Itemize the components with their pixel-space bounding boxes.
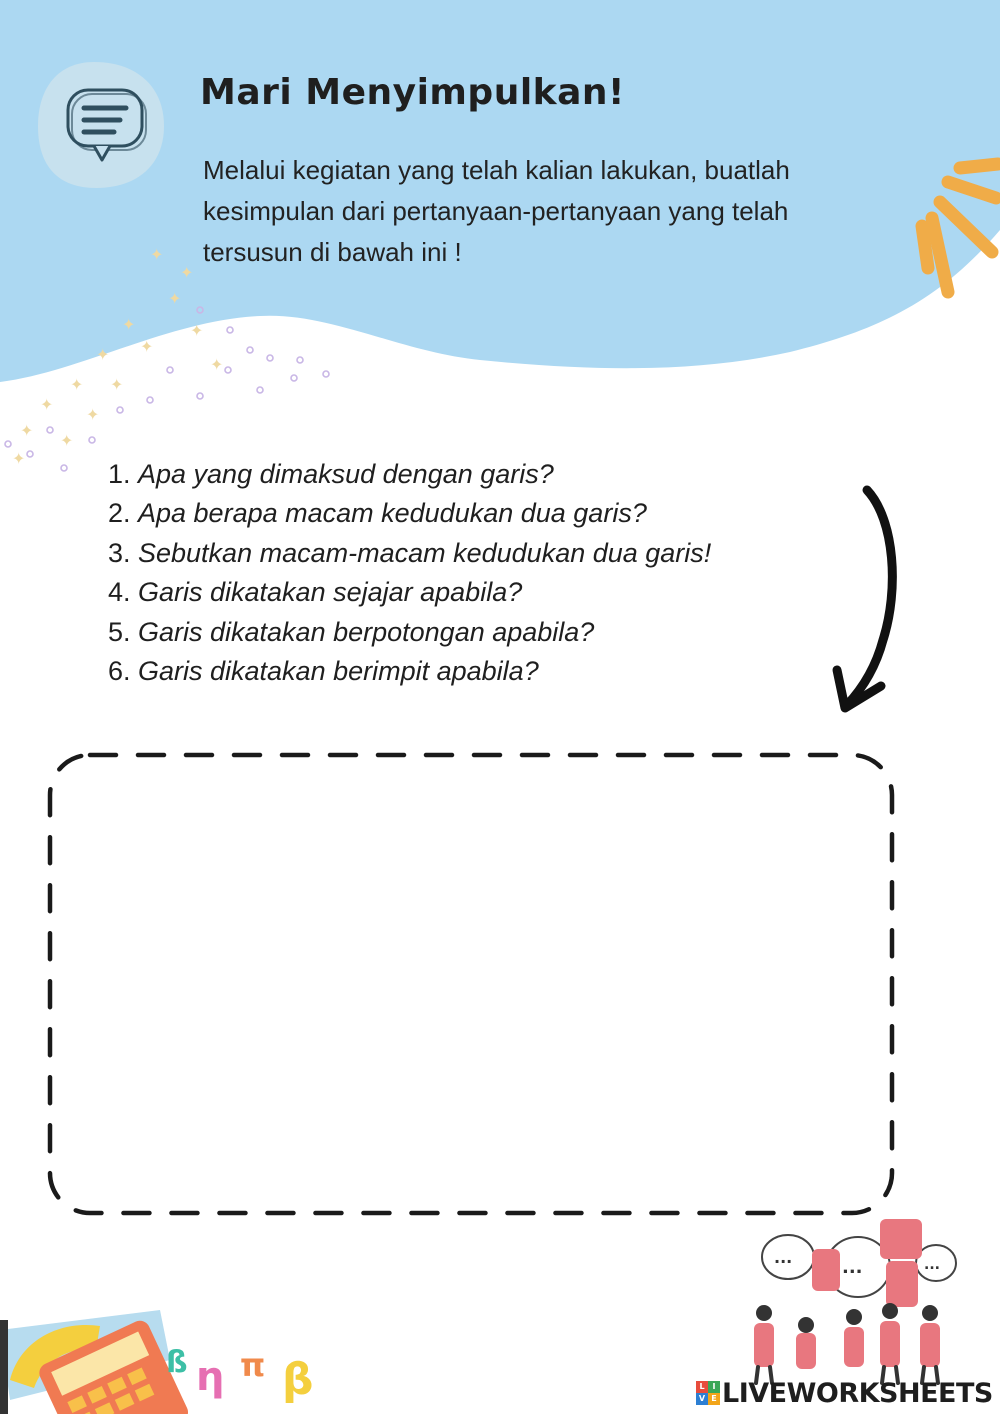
svg-text:✦: ✦: [70, 375, 84, 394]
logo-letter: L: [696, 1381, 708, 1393]
svg-text:✦: ✦: [110, 375, 124, 394]
sparkle-dots-decoration: [0, 240, 340, 480]
question-text: Garis dikatakan berpotongan apabila?: [138, 616, 595, 647]
chat-bubble-icon: [36, 60, 166, 190]
question-item: [108, 455, 848, 494]
question-item: [108, 494, 848, 533]
speech-dots: ...: [924, 1257, 940, 1273]
intro-line: tersusun di bawah ini !: [203, 237, 462, 267]
svg-text:✦: ✦: [40, 395, 54, 414]
question-number: 5.: [108, 616, 131, 647]
svg-text:✦: ✦: [210, 355, 224, 374]
question-number: 3.: [108, 537, 131, 568]
eta-glyph: η: [196, 1354, 225, 1400]
liveworksheets-branding: [696, 1378, 993, 1408]
liveworksheets-text: LIVEWORKSHEETS: [722, 1377, 993, 1409]
question-item: [108, 534, 848, 573]
intro-line: kesimpulan dari pertanyaan-pertanyaan yang telah: [203, 196, 789, 226]
logo-letter: V: [696, 1393, 708, 1405]
svg-text:✦: ✦: [96, 345, 110, 364]
logo-letter: I: [708, 1381, 720, 1393]
question-list: [108, 455, 848, 691]
question-number: 6.: [108, 655, 131, 686]
question-item: [108, 613, 848, 652]
question-number: 1.: [108, 459, 131, 489]
logo-letter: E: [708, 1393, 720, 1405]
speech-dots: ...: [842, 1257, 863, 1278]
svg-text:✦: ✦: [190, 321, 204, 340]
question-item: [108, 652, 848, 691]
answer-box[interactable]: [40, 745, 910, 1225]
question-item: [108, 573, 848, 612]
svg-text:✦: ✦: [122, 315, 136, 334]
page-title: Mari Menyimpulkan!: [200, 72, 625, 113]
question-text: Apa berapa macam kedudukan dua garis?: [138, 498, 647, 529]
math-tools-illustration: [0, 1300, 340, 1414]
svg-text:✦: ✦: [180, 263, 194, 282]
question-text: Garis dikatakan sejajar apabila?: [138, 577, 523, 608]
question-text: Apa yang dimaksud dengan garis?: [138, 459, 554, 489]
pi-glyph: π: [240, 1346, 266, 1384]
curved-arrow-icon: [825, 480, 915, 720]
svg-text:✦: ✦: [60, 431, 74, 450]
question-number: 2.: [108, 498, 131, 529]
svg-text:✦: ✦: [168, 289, 182, 308]
speech-dots: ...: [774, 1248, 793, 1267]
svg-text:✦: ✦: [20, 421, 34, 440]
question-text: Sebutkan macam-macam kedudukan dua garis!: [138, 537, 712, 568]
question-number: 4.: [108, 577, 131, 608]
svg-text:✦: ✦: [86, 405, 100, 424]
svg-text:✦: ✦: [140, 337, 154, 356]
discussion-illustration: [740, 1215, 1000, 1385]
svg-text:✦: ✦: [150, 245, 164, 264]
beta-glyph: ß: [166, 1345, 188, 1380]
intro-line: Melalui kegiatan yang telah kalian lakukan, buatlah: [203, 155, 790, 185]
liveworksheets-logo-icon: [696, 1381, 720, 1405]
svg-text:✦: ✦: [12, 449, 26, 468]
intro-paragraph: [203, 150, 943, 273]
question-text: Garis dikatakan berimpit apabila?: [138, 655, 539, 686]
beta-glyph: β: [282, 1354, 314, 1405]
